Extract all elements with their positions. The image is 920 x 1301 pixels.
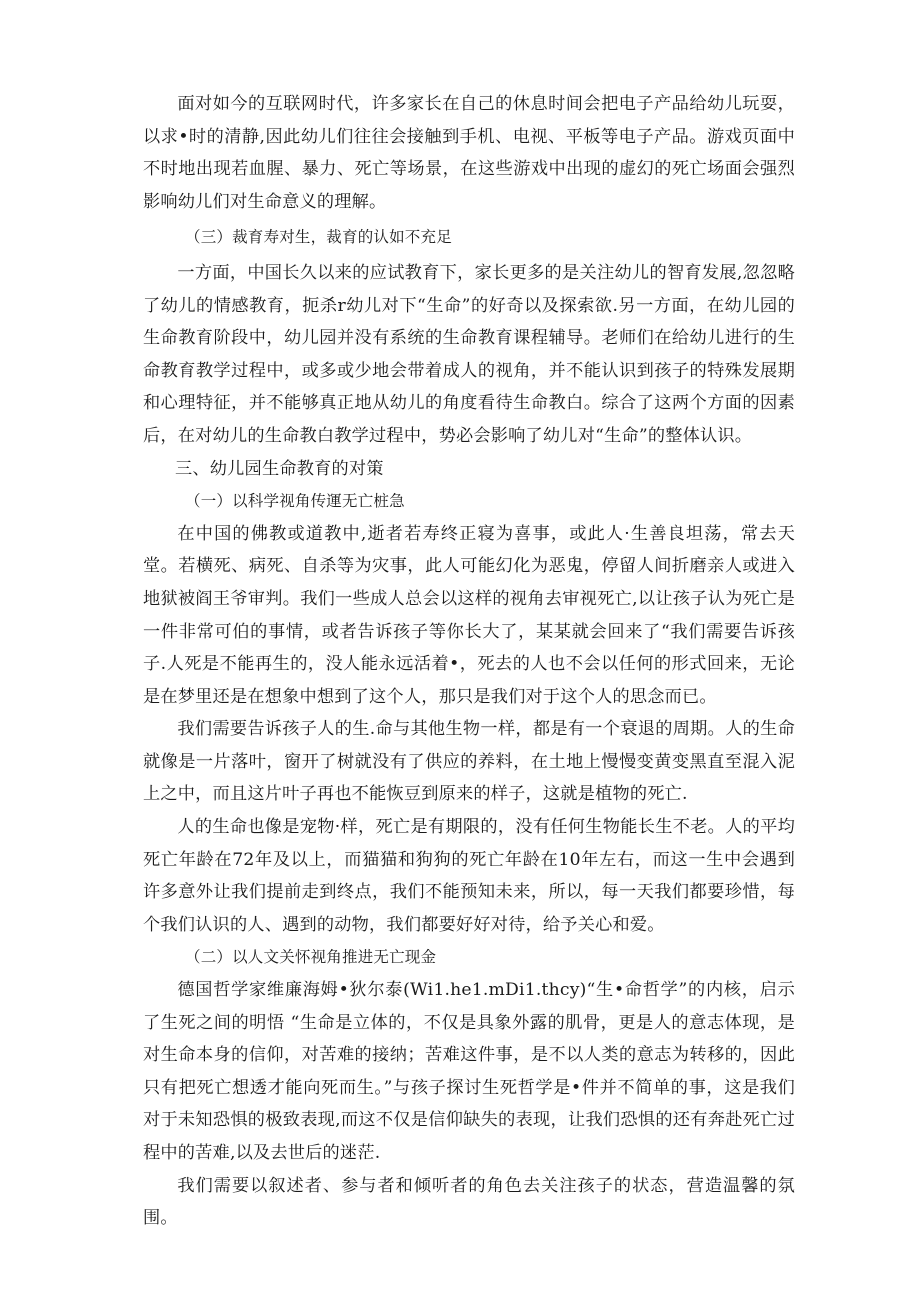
document-page	[143, 88, 795, 1235]
paragraph-dilthey-philosophy: 德国哲学家维廉海姆•狄尔泰(Wi1.he1.mDi1.thcy)“生•命哲学”的内核，启示了生死之间的明悟 “生命是立体的，不仅是具象外露的肌骨，更是人的意志体现，是对生命本身的信仰，对苦难的接纳；苦难这件事，是不以人类的意志为转移的，因此只有把死亡想透才能向死而生。”与孩子探讨生死哲学是•件并不简单的事，这是我们对于未知恐惧的极致表现,而这不仅是信仰缺失的表现，让我们恐惧的还有奔赴死亡过程中的苦难,以及去世后的迷茫.	[143, 980, 795, 1163]
paragraph-narrator-role: 我们需要以叙述者、参与者和倾听者的角色去关注孩子的状态，营造温馨的氛围。	[143, 1175, 795, 1229]
subheading-one: （一）以科学视角传運无亡桩急	[185, 492, 405, 511]
paragraph-religion-death: 在中国的佛教或道教中,逝者若寿终正寝为喜事，或此人·生善良坦荡，常去天堂。若横死、病死、自杀等为灾事，此人可能幻化为恶鬼，停留人间折磨亲人或进入地狱被阎王爷审判。我们一些成人总会以这样的视角去审视死亡,以让孩子认为死亡是一件非常可伯的事情，或者告诉孩子等你长大了，某某就会回来了“我们需要告诉孩子.人死是不能再生的，没人能永远活着•，死去的人也不会以任何的形式回来，无论是在梦里还是在想象中想到了这个人，那只是我们对于这个人的思念而已。	[143, 523, 795, 707]
paragraph-leaf-analogy: 我们需要告诉孩子人的生.命与其他生物一样，都是有一个衰退的周期。人的生命就像是一片落叶，窗开了树就没有了供应的养料，在土地上慢慢变黄变黑直至混入泥上之中，而且这片叶子再也不能恢豆到原来的样子，这就是植物的死亡.	[143, 719, 795, 805]
paragraph-pet-analogy: 人的生命也像是宠物·样，死亡是有期限的，没有任何生物能长生不老。人的平均死亡年龄在72年及以上，而猫猫和狗狗的死亡年龄在10年左右，而这一生中会遇到许多意外让我们提前走到终点，我们不能预知未来，所以，每一天我们都要珍惜，每个我们认识的人、遇到的动物，我们都要好好对待，给予关心和爱。	[143, 817, 795, 935]
paragraph-education-cognition: 一方面，中国长久以来的应试教育下，家长更多的是关注幼儿的智育发展,忽忽略了幼儿的情感教育，扼杀r幼儿对下“生命”的好奇以及探索欲.另一方面，在幼儿园的生命教育阶段中，幼儿园并没有系统的生命教育课程辅导。老师们在给幼儿进行的生命教育教学过程中，或多或少地会带着成人的视角，并不能认识到孩子的特殊发展期和心理特征，并不能够真正地从幼儿的角度看待生命教白。综合了这两个方面的因素后，在对幼儿的生命教白教学过程中，势必会影响了幼儿对“生命”的整体认识。	[143, 262, 795, 446]
section-heading-three: 三、幼儿园生命教育的对策	[175, 458, 384, 479]
subheading-three: （三）裁育寿对生，裁育的认如不充足	[185, 228, 452, 247]
paragraph-electronic-products: 面对如今的互联网时代，许多家长在自己的休息时间会把电子产品给幼儿玩耍，以求•时的清静,因此幼儿们往往会接触到手机、电视、平板等电子产品。游戏页面中不时地出现若血腥、暴力、死亡等场景，在这些游戏中出现的虚幻的死亡场面会强烈影响幼儿们对生命意义的理解。	[143, 94, 795, 212]
subheading-two: （二）以人文关怀视角推进无亡现金	[185, 948, 437, 967]
